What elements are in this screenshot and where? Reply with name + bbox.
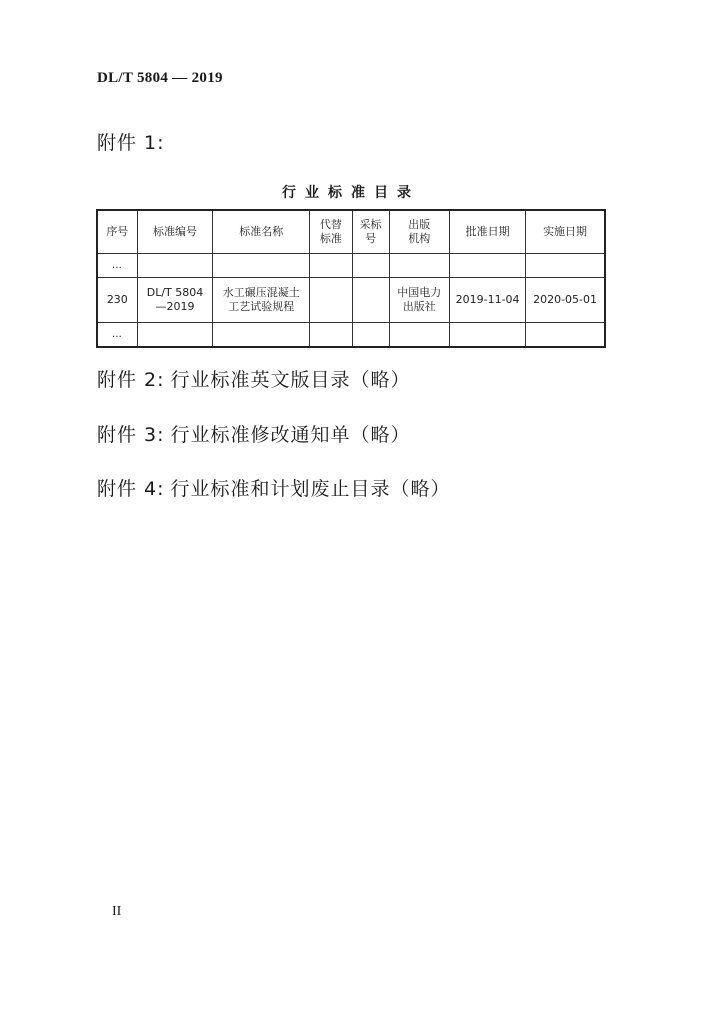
header-name: 标准名称	[213, 210, 310, 254]
cell-replaced	[310, 278, 352, 323]
header-adopted-line1: 采标	[359, 218, 382, 231]
cell-name-line1: 水工碾压混凝土	[222, 286, 300, 299]
appendix-label: 附件 3:	[97, 424, 165, 446]
header-adopted-line2: 号	[365, 232, 377, 245]
page-number: II	[112, 904, 122, 919]
appendix-label: 附件 1:	[97, 132, 165, 154]
header-approval-date: 批准日期	[450, 210, 526, 254]
cell-code-line1: DL/T 5804	[146, 286, 204, 299]
cell-publisher-line1: 中国电力	[397, 286, 442, 299]
appendix-2	[97, 365, 411, 392]
header-publisher-line1: 出版	[408, 218, 431, 231]
header-impl-date: 实施日期	[526, 210, 605, 254]
table-row	[97, 278, 605, 323]
standards-catalog-table	[96, 209, 606, 348]
table-row-ellipsis-bottom	[97, 323, 605, 348]
ellipsis-cell: …	[97, 254, 137, 278]
cell-name	[213, 278, 310, 323]
cell-publisher	[389, 278, 450, 323]
header-publisher-line2: 机构	[408, 232, 431, 245]
header-replaced	[310, 210, 352, 254]
cell-code-line2: —2019	[155, 300, 195, 313]
cell-seq: 230	[97, 278, 137, 323]
cell-adopted	[352, 278, 389, 323]
header-replaced-line2: 标准	[319, 232, 342, 245]
header-code: 标准编号	[137, 210, 213, 254]
cell-publisher-line2: 出版社	[402, 300, 436, 313]
cell-impl-date: 2020-05-01	[526, 278, 605, 323]
appendix-3	[97, 420, 411, 447]
table-row-ellipsis-top	[97, 254, 605, 278]
table-title: 行业标准目录	[282, 185, 420, 201]
header-seq: 序号	[97, 210, 137, 254]
appendix-text: 行业标准英文版目录（略）	[170, 369, 411, 391]
header-adopted	[352, 210, 389, 254]
appendix-4	[97, 474, 451, 501]
appendix-1	[97, 128, 171, 155]
ellipsis-cell: …	[97, 323, 137, 348]
cell-name-line2: 工艺试验规程	[228, 300, 295, 313]
cell-approval-date: 2019-11-04	[450, 278, 526, 323]
appendix-text: 行业标准和计划废止目录（略）	[170, 478, 451, 500]
appendix-label: 附件 4:	[97, 478, 165, 500]
header-replaced-line1: 代替	[319, 218, 342, 231]
cell-code	[137, 278, 213, 323]
table-header-row	[97, 210, 605, 254]
appendix-text: 行业标准修改通知单（略）	[170, 424, 411, 446]
header-publisher	[389, 210, 450, 254]
appendix-label: 附件 2:	[97, 369, 165, 391]
document-code: DL/T 5804 — 2019	[97, 70, 223, 86]
